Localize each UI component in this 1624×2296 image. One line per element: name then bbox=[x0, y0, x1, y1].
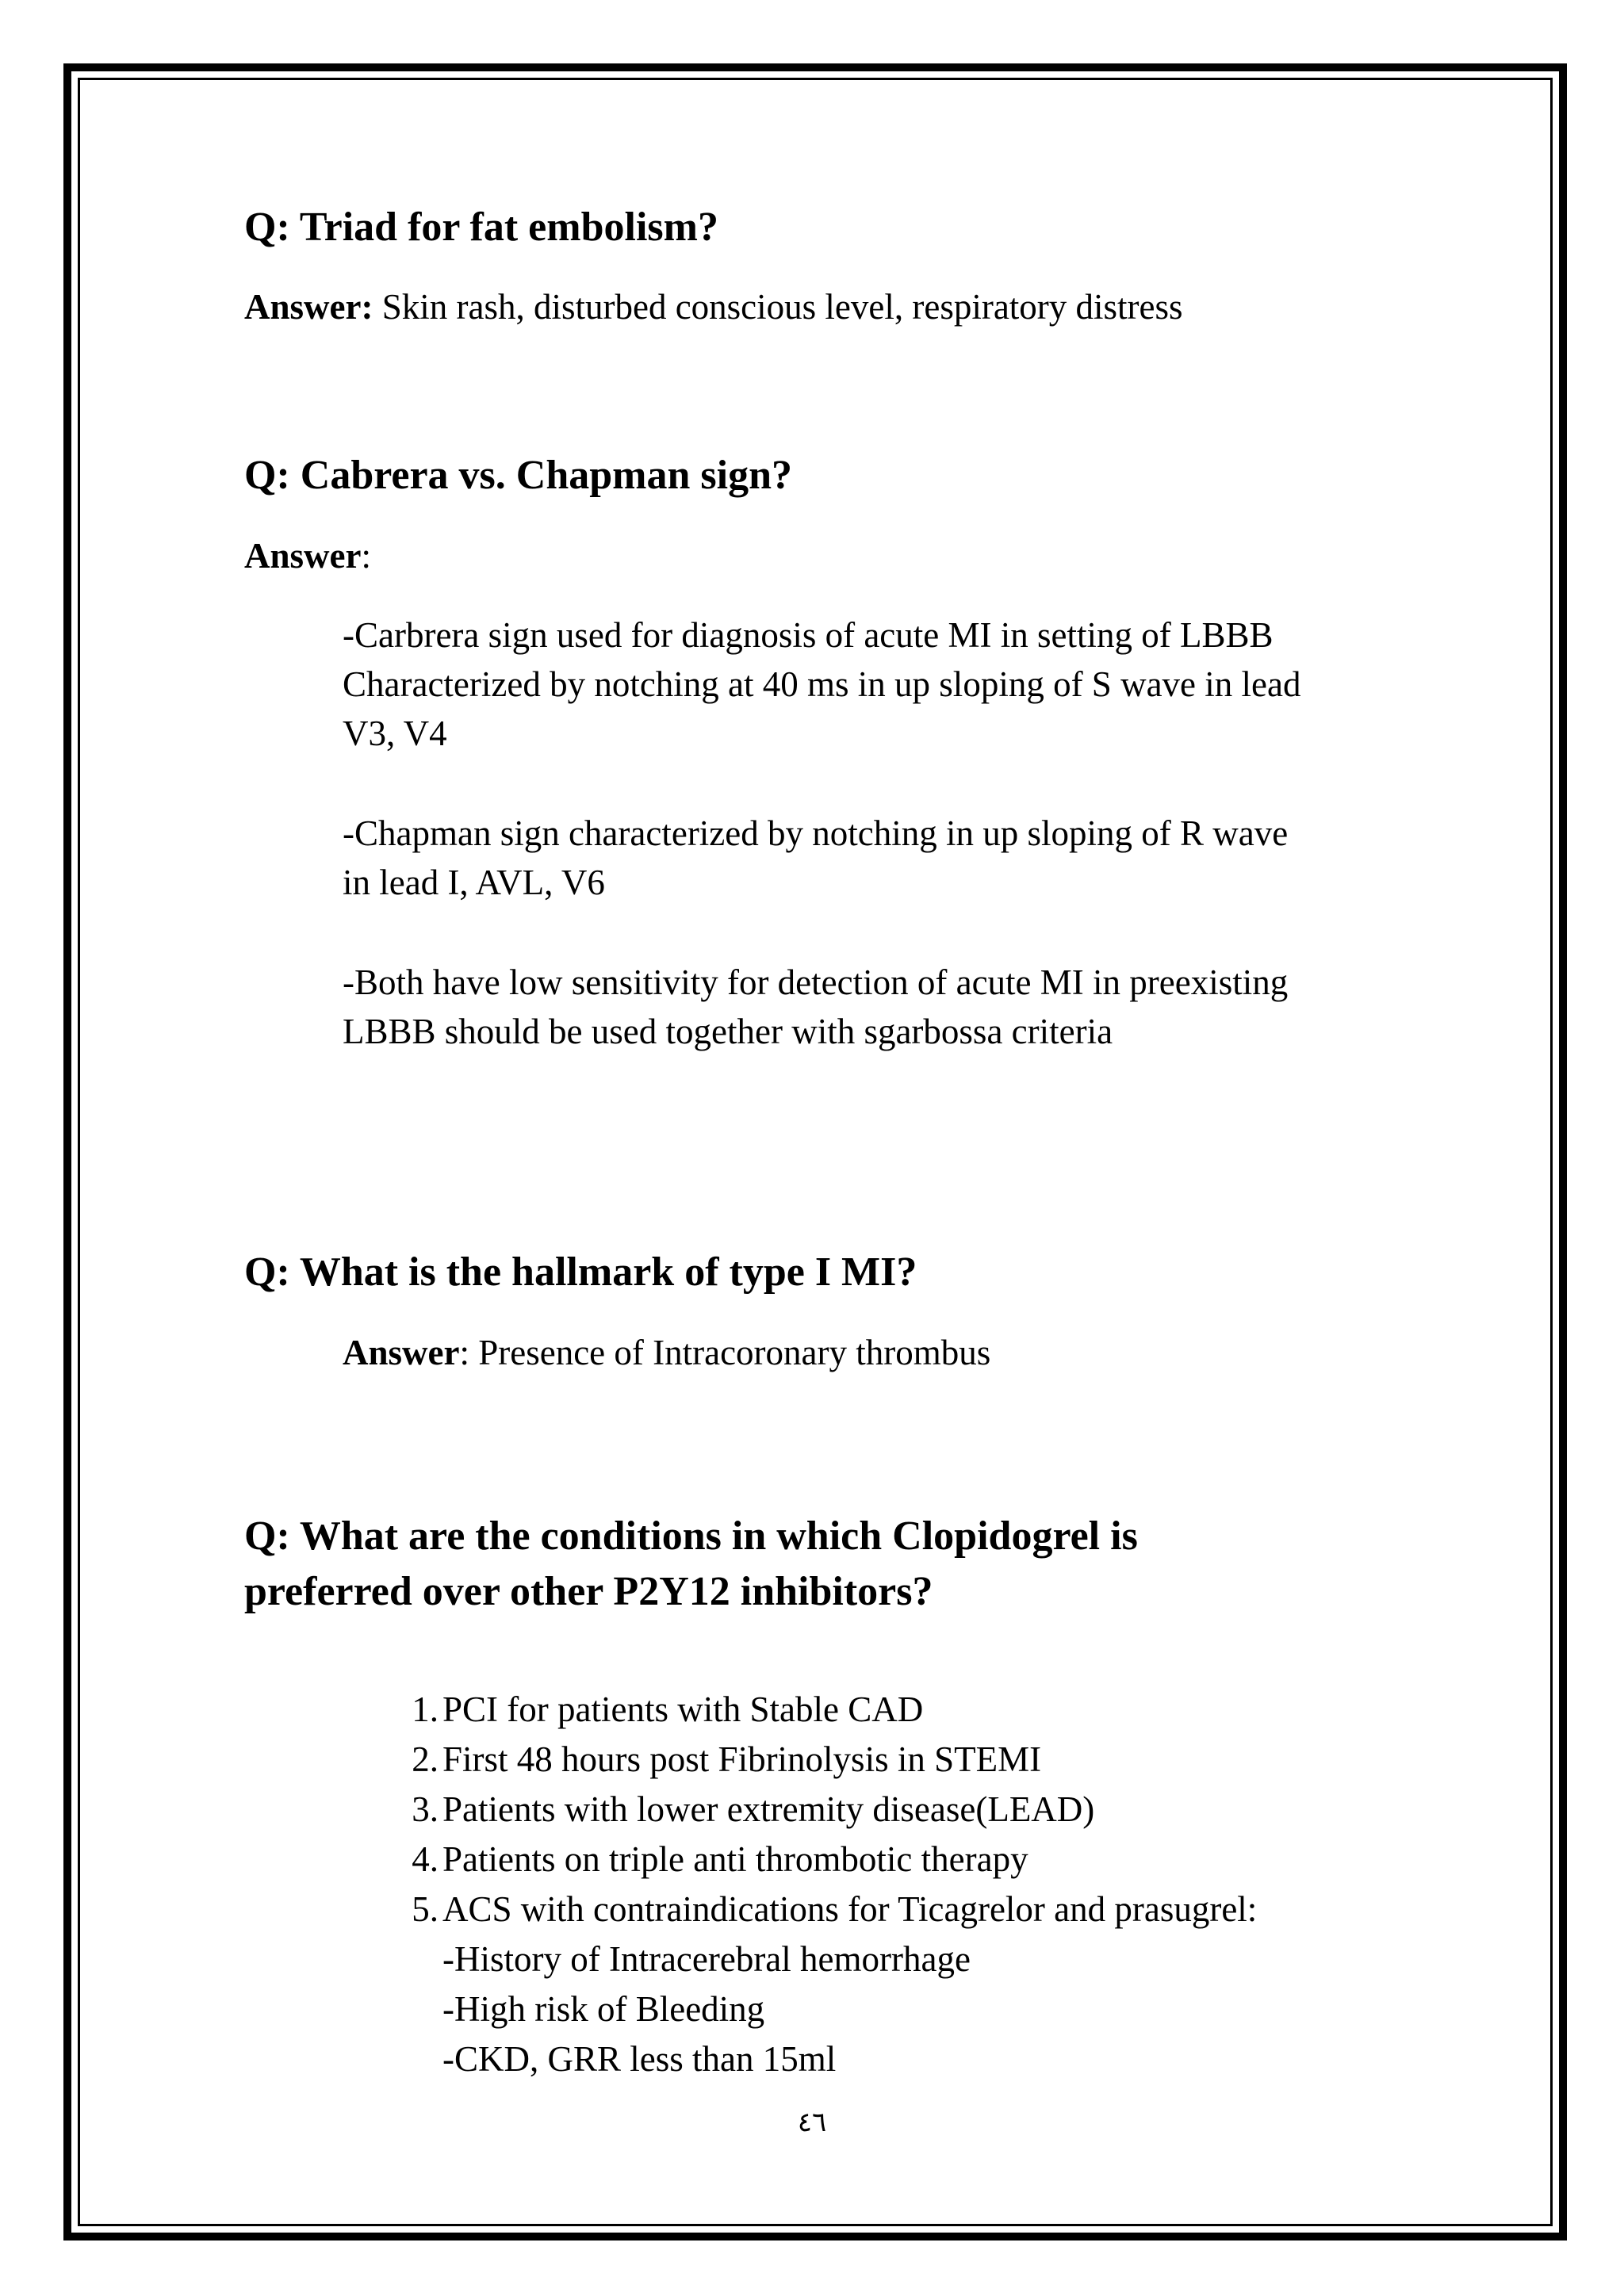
answer-label: Answer bbox=[244, 536, 362, 576]
list-item-number: 3. bbox=[412, 1789, 439, 1829]
question-cabrera-chapman: Q: Cabrera vs. Chapman sign? bbox=[244, 453, 793, 498]
answer-line: V3, V4 bbox=[343, 714, 447, 753]
answer-label: Answer bbox=[343, 1333, 460, 1372]
list-item: PCI for patients with Stable CAD bbox=[442, 1689, 924, 1729]
list-item-number: 5. bbox=[412, 1889, 439, 1929]
answer-label: Answer: bbox=[244, 287, 373, 327]
answer-line: -Both have low sensitivity for detection of acute MI in preexisting bbox=[343, 962, 1289, 1002]
sub-list-item: -CKD, GRR less than 15ml bbox=[442, 2039, 837, 2079]
answer-text: Skin rash, disturbed conscious level, respiratory distress bbox=[373, 287, 1183, 327]
page-number: ٤٦ bbox=[797, 2108, 827, 2137]
sub-list-item: -High risk of Bleeding bbox=[442, 1989, 765, 2029]
list-item-number: 1. bbox=[412, 1689, 439, 1729]
question-type-1-mi: Q: What is the hallmark of type I MI? bbox=[244, 1249, 917, 1295]
answer-text: : Presence of Intracoronary thrombus bbox=[459, 1333, 991, 1372]
list-item: ACS with contraindications for Ticagrelor and prasugrel: bbox=[442, 1889, 1258, 1929]
answer-line: LBBB should be used together with sgarbossa criteria bbox=[343, 1012, 1113, 1051]
answer-line: -Carbrera sign used for diagnosis of acute MI in setting of LBBB bbox=[343, 615, 1274, 655]
sub-list-item: -History of Intracerebral hemorrhage bbox=[442, 1939, 971, 1979]
answer-line: Characterized by notching at 40 ms in up sloping of S wave in lead bbox=[343, 664, 1301, 704]
answer-cabrera-chapman-label bbox=[244, 531, 371, 580]
answer-type-1-mi bbox=[343, 1328, 990, 1377]
answer-fat-embolism bbox=[244, 282, 1183, 331]
question-clopidogrel-line-2: preferred over other P2Y12 inhibitors? bbox=[244, 1569, 933, 1614]
list-item-number: 4. bbox=[412, 1839, 439, 1879]
list-item-number: 2. bbox=[412, 1739, 439, 1779]
question-clopidogrel-line-1: Q: What are the conditions in which Clopidogrel is bbox=[244, 1513, 1138, 1559]
answer-line: in lead I, AVL, V6 bbox=[343, 863, 605, 902]
list-item: Patients with lower extremity disease(LEAD) bbox=[442, 1789, 1095, 1829]
answer-colon: : bbox=[361, 536, 371, 576]
list-item: First 48 hours post Fibrinolysis in STEMI bbox=[442, 1739, 1042, 1779]
list-item: Patients on triple anti thrombotic therapy bbox=[442, 1839, 1028, 1879]
answer-line: -Chapman sign characterized by notching in up sloping of R wave bbox=[343, 813, 1289, 853]
question-fat-embolism: Q: Triad for fat embolism? bbox=[244, 205, 718, 250]
